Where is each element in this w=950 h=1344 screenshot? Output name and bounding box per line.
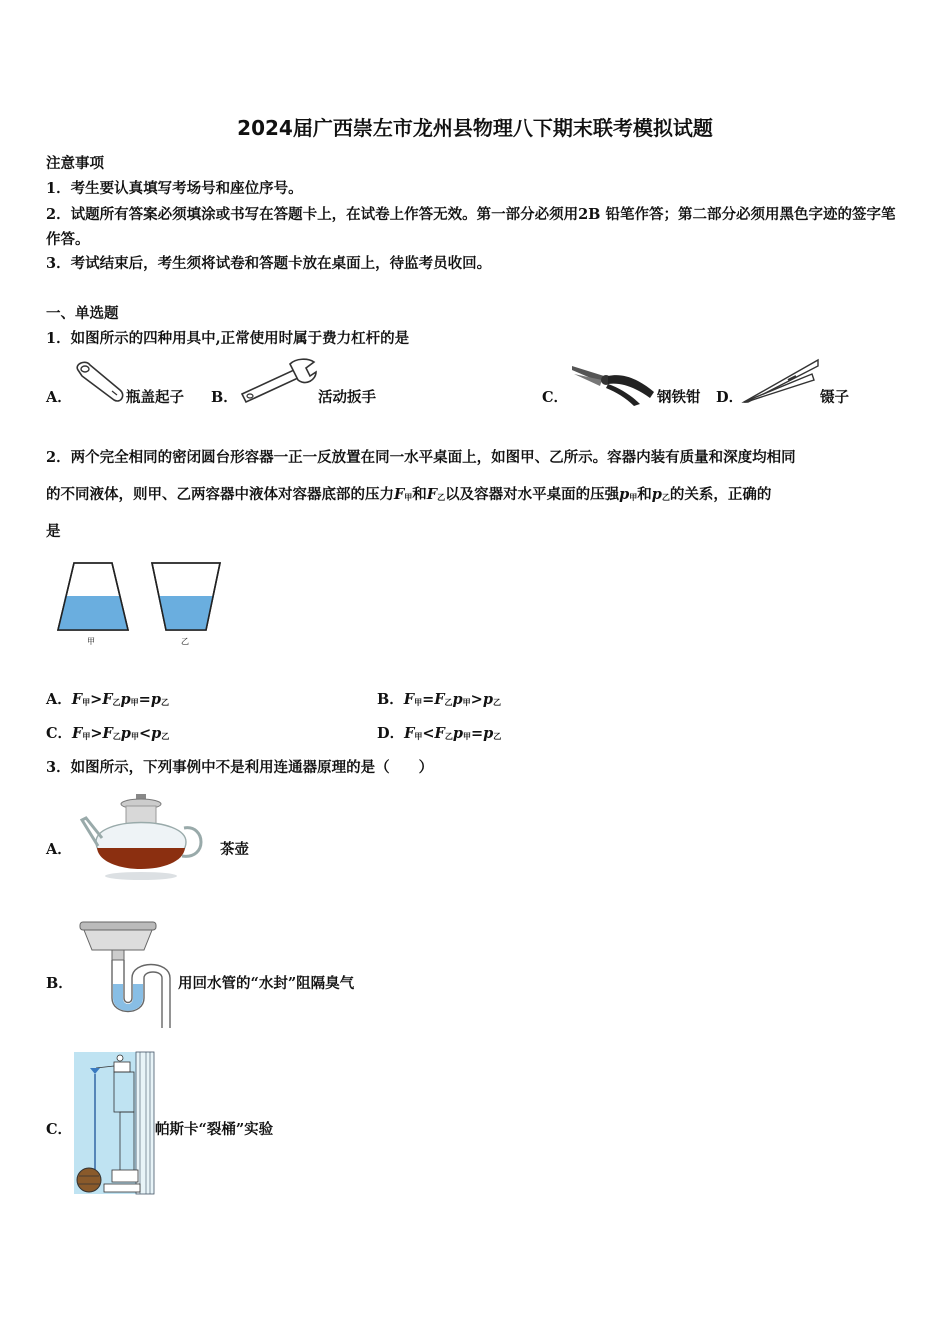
fig-label-yi: 乙: [181, 637, 189, 646]
q2-line-2-c: 的关系，正确的: [669, 486, 772, 503]
q3-option-c-letter[interactable]: C．: [46, 1121, 73, 1138]
q2-line-2-a: 的不同液体，则甲、乙两容器中液体对容器底部的压力: [46, 486, 394, 503]
q2-line-2-b: 以及容器对水平桌面的压强: [445, 486, 620, 503]
q2-line-3: 是: [46, 523, 61, 540]
q2-p-jia: $p_甲$: [619, 486, 638, 503]
q1-option-a-letter[interactable]: A．: [46, 389, 72, 406]
q1-option-d-label: 镊子: [820, 389, 849, 406]
containers-figure: [54, 560, 224, 650]
q1-option-c-letter[interactable]: C．: [542, 389, 569, 406]
section-heading: 一、单选题: [46, 305, 119, 322]
pliers-icon: [570, 362, 656, 406]
pascal-barrel-icon: [74, 1052, 154, 1194]
page-title: 2024届广西崇左市龙州县物理八下期末联考模拟试题: [237, 116, 713, 140]
sink-trap-icon: [78, 920, 174, 1032]
q2-F-jia: $F_甲$: [394, 486, 413, 503]
q3-option-c-label: 帕斯卡“裂桶”实验: [155, 1121, 274, 1138]
q1-option-a-label: 瓶盖起子: [126, 389, 184, 406]
q2-line-1: 2．两个完全相同的密闭圆台形容器一正一反放置在同一水平桌面上，如图甲、乙所示。容器内装有质量和深度均相同: [46, 449, 796, 466]
q1-option-b-letter[interactable]: B．: [211, 389, 238, 406]
q2-F-yi: $F_乙$: [426, 486, 446, 503]
teapot-icon: [82, 792, 208, 884]
q2-option-d[interactable]: D．$F_甲<F_乙p_甲=p_乙$: [377, 725, 502, 742]
q2-option-b[interactable]: B．$F_甲=F_乙p_甲>p_乙$: [377, 691, 501, 708]
q2-he-1: 和: [412, 486, 427, 503]
q3-option-a-label: 茶壶: [220, 841, 249, 858]
q2-option-c[interactable]: C．$F_甲>F_乙p_甲<p_乙$: [46, 725, 170, 742]
q1-option-c-label: 钢铁钳: [657, 389, 701, 406]
q3-option-b-label: 用回水管的“水封”阻隔臭气: [178, 975, 355, 992]
q1-option-d-letter[interactable]: D．: [716, 389, 744, 406]
notice-heading: 注意事项: [46, 155, 104, 172]
notice-item-1: 1．考生要认真填写考场号和座位序号。: [46, 180, 303, 197]
q3-option-b-letter[interactable]: B．: [46, 975, 73, 992]
q3-option-a-letter[interactable]: A．: [46, 841, 72, 858]
q2-option-a[interactable]: A．$F_甲>F_乙p_甲=p_乙$: [46, 691, 169, 708]
notice-item-2: 2．试题所有答案必须填涂或书写在答题卡上，在试卷上作答无效。第一部分必须用2B 铅笔作答；第二部分必须用黑色字迹的签字笔作答。: [46, 206, 896, 248]
q2-line-2: [46, 483, 771, 504]
adjustable-wrench-icon: [238, 358, 318, 404]
notice-item-3: 3．考试结束后，考生须将试卷和答题卡放在桌面上，待监考员收回。: [46, 255, 492, 272]
fig-label-jia: 甲: [87, 637, 95, 646]
q2-he-2: 和: [637, 486, 652, 503]
tweezers-icon: [742, 358, 820, 404]
q1-stem: 1．如图所示的四种用具中,正常使用时属于费力杠杆的是: [46, 330, 410, 347]
q3-stem: 3．如图所示，下列事例中不是利用连通器原理的是（ ）: [46, 759, 434, 776]
container-yi-liquid: [158, 596, 214, 630]
q2-p-yi: $p_乙$: [651, 486, 670, 503]
container-jia-liquid: [58, 596, 128, 630]
q1-option-b-label: 活动扳手: [318, 389, 376, 406]
bottle-opener-icon: [72, 360, 126, 404]
